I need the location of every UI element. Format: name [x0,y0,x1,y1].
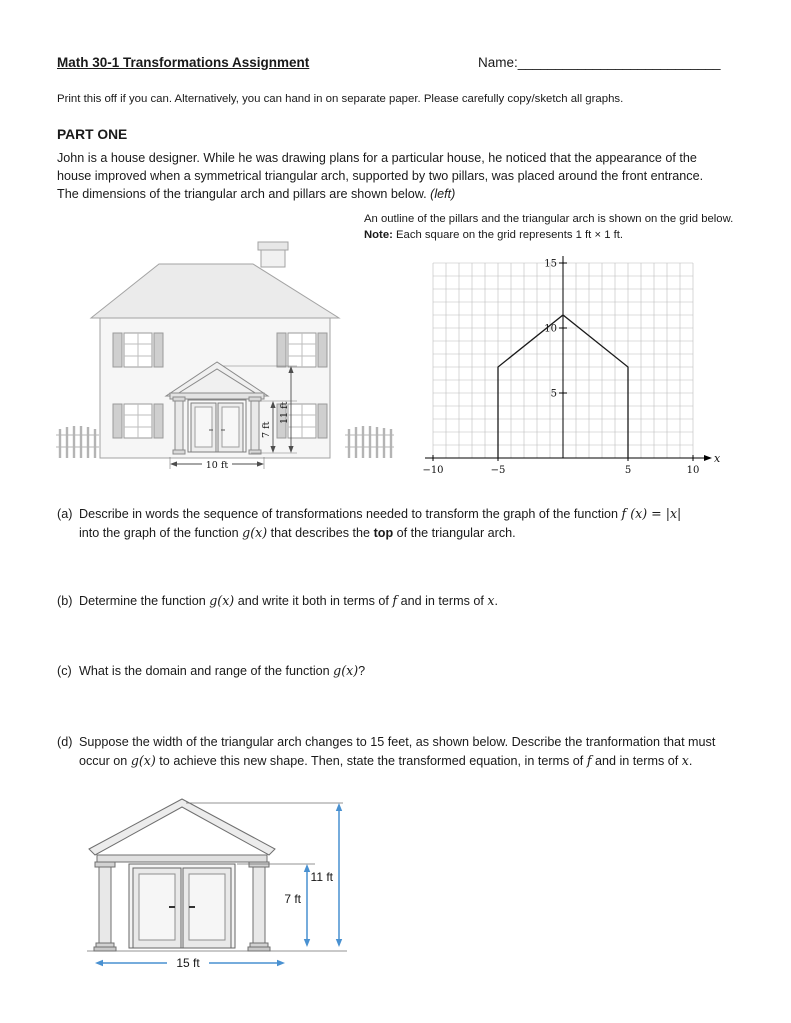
question-b [57,592,757,611]
question-b-text: and write it both in terms of [234,594,393,608]
math-gx: g(x) [333,663,359,678]
question-a [57,505,697,542]
question-a-text: Describe in words the sequence of transformations needed to transform the graph of the function [79,507,622,521]
x-axis-label: x [714,452,721,465]
math-x: x [487,593,495,608]
question-d-text: . [688,753,693,768]
part-one-paragraph [57,149,725,203]
document-title: Math 30-1 Transformations Assignment [57,55,310,70]
picket-fence-right-icon [345,426,394,458]
y-tick-label: 15 [544,258,557,270]
arch-grid-graph [418,252,728,478]
paragraph-emphasis: (left) [430,187,456,201]
question-b-label: (b) [57,594,73,608]
house-roof [91,264,339,318]
question-c-text: What is the domain and range of the function [79,664,334,678]
question-d-text: to achieve this new shape. Then, state the transformed equation, in terms of [155,753,587,768]
y-tick-label: 10 [544,323,557,335]
entrance-structure [89,799,275,951]
math-f: f [392,593,398,608]
x-tick-label: 5 [624,465,632,476]
question-b-text: . [494,594,498,608]
window-icon [277,333,327,367]
question-c [57,662,757,681]
question-a-text: of the triangular arch. [393,525,516,540]
window-icon [113,333,163,367]
chimney-icon [258,242,288,267]
note-text: Each square on the grid represents 1 ft × 1 ft. [392,228,624,241]
question-a-text: into the graph of the function [79,525,243,540]
house-dim-label-10ft: 10 ft [205,460,229,471]
entrance-dim-label-11ft: 11 ft [310,870,333,884]
question-d-text: Suppose the width of the triangular arch changes to 15 feet, as shown below. Describe the tranformation that must occur on [79,735,716,768]
entrance-figure [85,793,375,983]
math-f-abs-x: f (x) = |x| [621,506,682,521]
print-instructions: Print this off if you can. Alternatively, you can hand in on separate paper. Please carefully copy/sketch all graphs. [57,93,624,105]
math-gx: g(x) [130,752,156,768]
x-axis-arrow-icon [704,455,712,461]
house-dim-label-11ft: 11 ft [279,401,290,424]
question-d-label: (d) [57,735,73,749]
y-tick-label: 5 [550,388,557,400]
math-gx: g(x) [209,593,235,608]
grid-caption-note [364,228,784,244]
paragraph-text: John is a house designer. While he was drawing plans for a particular house, he noticed that the appearance of the house improved when a symmetrical triangular arch, supported by two pillars, was placed around the front entrance. The dimensions of the triangular arch and pillars are shown below. [57,151,704,201]
name-blank[interactable]: Name:___________________________ [478,55,721,70]
x-tick-label: −5 [490,465,506,476]
question-d [57,733,747,770]
grid-caption-line1: An outline of the pillars and the triangular arch is shown on the grid below. [364,213,734,225]
question-a-label: (a) [57,507,73,521]
note-label: Note: [364,228,393,241]
x-tick-label: −10 [422,465,444,476]
entrance-dim-label-15ft: 15 ft [176,956,200,970]
math-gx: g(x) [242,524,268,540]
entrance-dim-label-7ft: 7 ft [284,892,301,906]
question-b-text: Determine the function [79,594,210,608]
math-x: x [681,752,689,768]
house-dim-label-7ft: 7 ft [261,421,272,438]
part-one-heading: PART ONE [57,127,128,142]
house-figure [55,238,395,473]
picket-fence-left-icon [56,426,99,458]
question-b-text: and in terms of [397,594,488,608]
question-a-text: that describes the [267,525,374,540]
bold-top: top [373,525,394,540]
question-d-text: and in terms of [591,753,682,768]
question-c-label: (c) [57,664,72,678]
math-f: f [586,752,592,768]
x-tick-label: 10 [686,465,700,476]
window-icon [113,404,163,438]
grid-caption [364,212,784,243]
question-c-text: ? [358,664,366,678]
